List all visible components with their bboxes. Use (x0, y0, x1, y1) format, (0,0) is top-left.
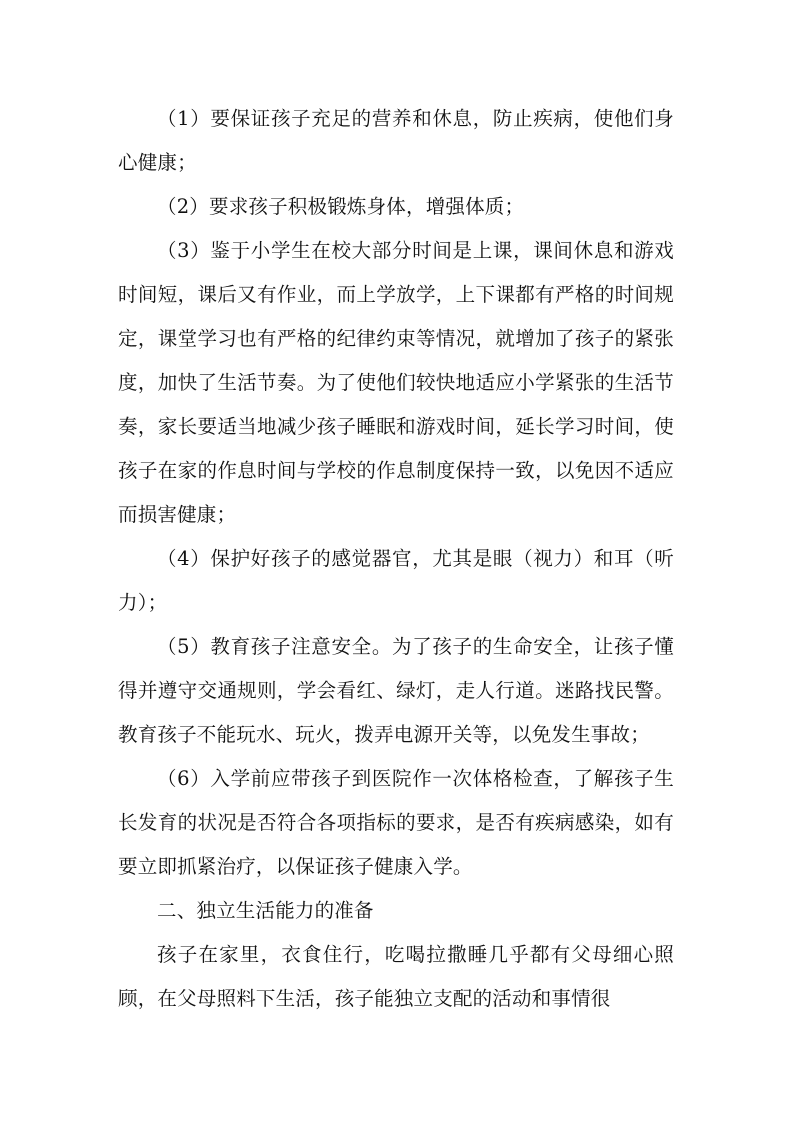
paragraph-item-5: （5）教育孩子注意安全。为了孩子的生命安全，让孩子懂得并遵守交通规则，学会看红、绿灯，走人行道。迷路找民警。教育孩子不能玩水、玩火，拨弄电源开关等，以免发生事故； (118, 635, 674, 746)
document-body (118, 97, 674, 1021)
paragraph-item-6: （6）入学前应带孩子到医院作一次体格检查，了解孩子生长发育的状况是否符合各项指标的要求，是否有疾病感染，如有要立即抓紧治疗，以保证孩子健康入学。 (118, 767, 674, 878)
section-heading: 二、独立生活能力的准备 (157, 899, 374, 922)
paragraph-item-4: （4）保护好孩子的感觉器官，尤其是眼（视力）和耳（听力）； (118, 547, 674, 614)
paragraph-item-1: （1）要保证孩子充足的营养和休息，防止疾病，使他们身心健康； (118, 107, 674, 174)
paragraph-item-3: （3）鉴于小学生在校大部分时间是上课，课间休息和游戏时间短，课后又有作业，而上学放学，上下课都有严格的时间规定，课堂学习也有严格的纪律约束等情况，就增加了孩子的紧张度，加快了生活节奏。为了使他们较快地适应小学紧张的生活节奏，家长要适当地减少孩子睡眠和游戏时间，延长学习时间，使孩子在家的作息时间与学校的作息制度保持一致，以免因不适应而损害健康； (118, 239, 674, 526)
paragraph-item-2: （2）要求孩子积极锻炼身体，增强体质； (157, 195, 525, 218)
body-paragraph: 孩子在家里，衣食住行，吃喝拉撒睡几乎都有父母细心照顾，在父母照料下生活，孩子能独立支配的活动和事情很 (118, 943, 674, 1010)
